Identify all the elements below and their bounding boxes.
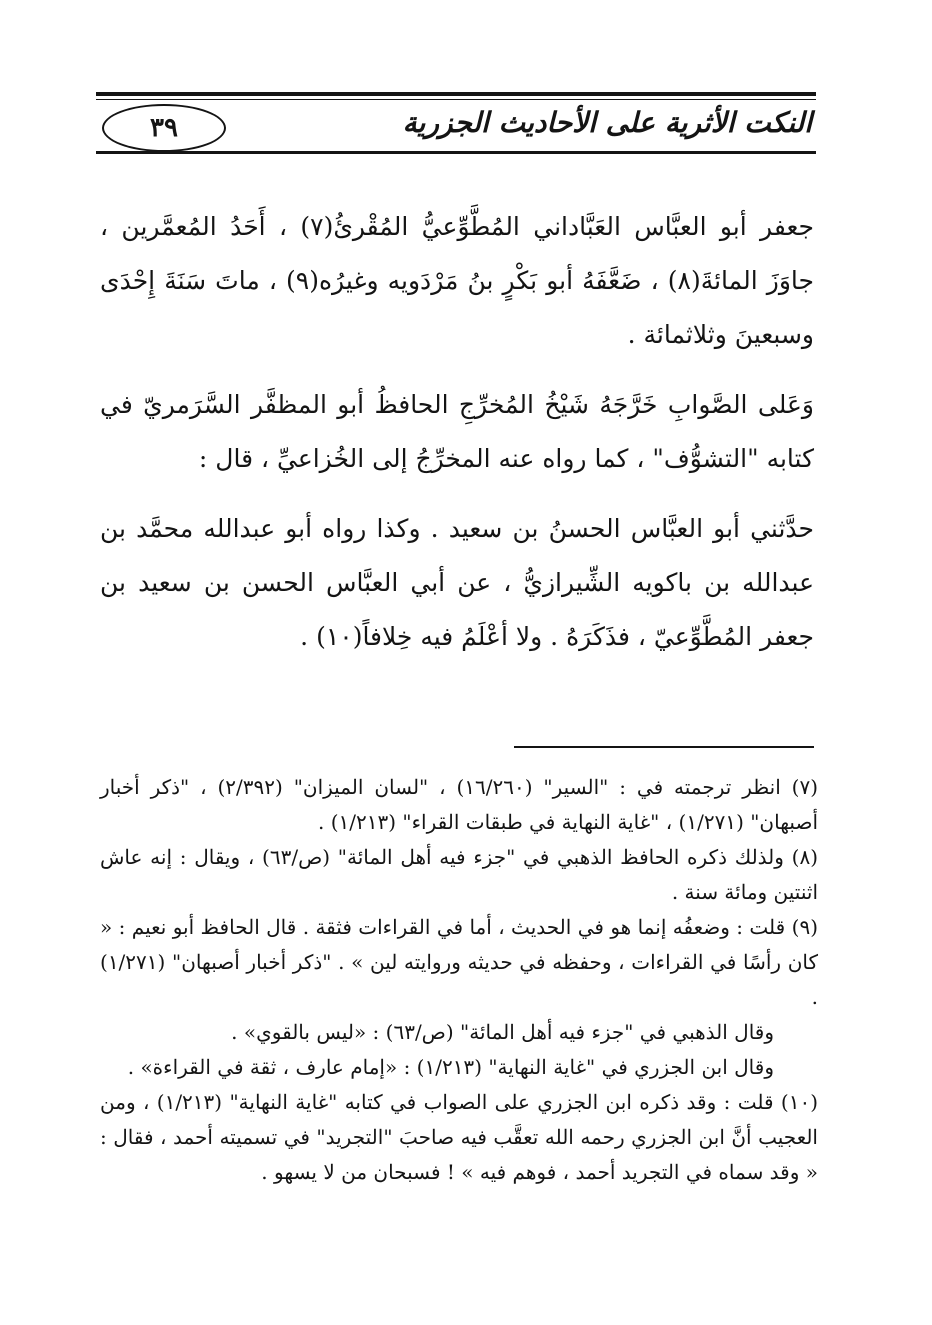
footnote-separator xyxy=(514,746,814,748)
paragraph: وَعَلى الصَّوابِ خَرَّجَهُ شَيْخُ المُخرِّجِ الحافظُ أبو المظفَّر السَّرَمريّ في كتابه "التشوُّف" ، كما رواه عنه المخرِّجُ إلى الخُزاعيِّ ، قال : xyxy=(100,390,814,473)
page-number: ٣٩ xyxy=(102,104,226,152)
footnote-9-continuation: وقال الذهبي في "جزء فيه أهل المائة" (ص/٦٣) : «ليس بالقوي» . xyxy=(231,1020,774,1044)
paragraph: حدَّثني أبو العبَّاس الحسنُ بن سعيد . وكذا رواه أبو عبدالله محمَّد بن عبدالله بن باكويه الشِّيرازيُّ ، عن أبي العبَّاس الحسن بن سعيد بن جعفر المُطَّوِّعيّ ، فذَكَرَهُ . ولا أعْلَمُ فيه خِلافاً(١٠) . xyxy=(100,514,814,651)
footnote-9: (٩) قلت : وضعفُه إنما هو في الحديث ، أما في القراءات فثقة . قال الحافظ أبو نعيم : « كان رأسًا في القراءات ، وحفظه في حديثه وروايته لين » . "ذكر أخبار أصبهان" (١/٢٧١) . xyxy=(100,915,818,1009)
page-header xyxy=(96,88,816,163)
running-title: النكت الأثرية على الأحاديث الجزرية xyxy=(402,106,812,139)
footnote-8: (٨) ولذلك ذكره الحافظ الذهبي في "جزء فيه أهل المائة" (ص/٦٣) ، ويقال : إنه عاش اثنتين ومائة سنة . xyxy=(100,845,819,904)
footnote-7: (٧) انظر ترجمته في : "السير" (١٦/٢٦٠) ، "لسان الميزان" (٢/٣٩٢) ، "ذكر أخبار أصبهان" (١/٢٧١) ، "غاية النهاية في طبقات القراء" (١/٢١٣) . xyxy=(100,775,819,834)
main-text xyxy=(100,200,814,680)
footnotes xyxy=(100,770,818,1190)
header-rule-thick xyxy=(96,92,816,96)
footnote-9-continuation: وقال ابن الجزري في "غاية النهاية" (١/٢١٣) : «إمام عارف ، ثقة في القراءة» . xyxy=(127,1055,774,1079)
header-rule-thin xyxy=(96,99,816,100)
header-rule-bottom xyxy=(96,151,816,154)
footnote-10: (١٠) قلت : وقد ذكره ابن الجزري على الصواب في كتابه "غاية النهاية" (١/٢١٣) ، ومن العجيب أنَّ ابن الجزري رحمه الله تعقَّب فيه صاحبَ "التجريد" في تسميته أحمد ، فقال : « وقد سماه في التجريد أحمد ، فوهم فيه » ! فسبحان من لا يسهو . xyxy=(100,1090,818,1184)
paragraph: جعفر أبو العبَّاس العَبَّاداني المُطَّوِّعيُّ المُقْرئُ(٧) ، أَحَدُ المُعمَّرين ، جاوَزَ المائةَ(٨) ، ضَعَّفَهُ أبو بَكْرٍ بنُ مَرْدَويه وغيرُه(٩) ، ماتَ سَنَةَ إِحْدَى وسبعينَ وثلاثمائة . xyxy=(100,212,815,349)
